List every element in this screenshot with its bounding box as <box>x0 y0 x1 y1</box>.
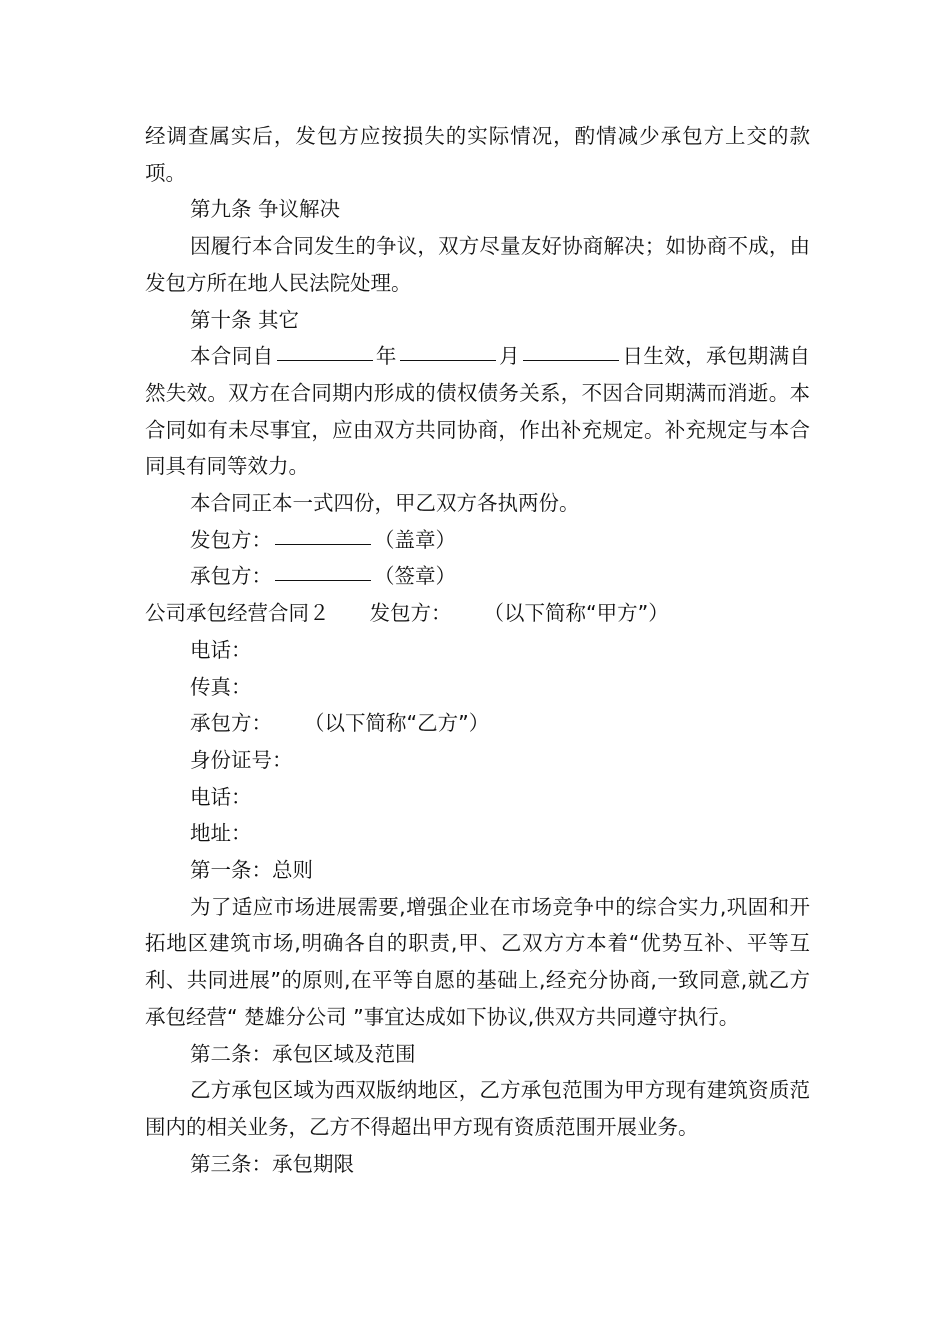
text-span: 年 <box>375 344 397 369</box>
blank-line <box>275 543 371 545</box>
text-span: 承包方： <box>190 564 272 589</box>
text-span: （以下简称“甲方”） <box>483 601 669 626</box>
document-body <box>145 118 810 1182</box>
paragraph: 因履行本合同发生的争议，双方尽量友好协商解决；如协商不成，由发包方所在地人民法院处理。 <box>145 234 810 295</box>
signature-line <box>145 522 810 559</box>
field-line: 电话： <box>190 784 252 809</box>
text-span: 发包方： <box>190 527 272 552</box>
field-line: 传真： <box>190 674 252 699</box>
text-span: 日生效，承包期满自然失效。双方在合同期内形成的债权债务关系，不因合同期满而消逝。本合同如有未尽事宜，应由双方共同协商，作出补充规定。补充规定与本合同具有同等效力。 <box>145 344 811 479</box>
blank-line <box>275 579 371 581</box>
text-span: 本合同自 <box>190 344 274 369</box>
text-span: （签章） <box>374 564 456 589</box>
contract-title-line <box>145 595 810 632</box>
article-heading: 第一条：总则 <box>190 858 313 883</box>
contract-title: 公司承包经营合同２ <box>145 601 330 626</box>
field-line: 身份证号： <box>190 747 293 772</box>
paragraph: 乙方承包区域为西双版纳地区，乙方承包范围为甲方现有建筑资质范围内的相关业务，乙方不得超出甲方现有资质范围开展业务。 <box>145 1078 810 1139</box>
text-span: 承包方： <box>190 711 272 736</box>
text-span: 发包方： <box>369 601 452 626</box>
text-span: （以下简称“乙方”） <box>304 711 490 736</box>
text-span: （盖章） <box>374 527 456 552</box>
blank-line <box>277 359 373 361</box>
paragraph: 为了适应市场进展需要,增强企业在市场竞争中的综合实力,巩固和开拓地区建筑市场,明确各自的职责,甲、乙双方方本着“优势互补、平等互利、共同进展”的原则,在平等自愿的基础上,经充分协商,一致同意,就乙方承包经营“ 楚雄分公司 ”事宜达成如下协议,供双方共同遵守执行。 <box>145 894 810 1029</box>
field-line: 地址： <box>190 821 252 846</box>
signature-line <box>145 558 810 595</box>
paragraph <box>145 338 810 485</box>
text-span: 月 <box>498 344 521 369</box>
article-heading: 第九条 争议解决 <box>190 197 341 222</box>
article-heading: 第三条：承包期限 <box>190 1151 354 1176</box>
article-heading: 第二条：承包区域及范围 <box>190 1041 416 1066</box>
article-heading: 第十条 其它 <box>190 307 300 332</box>
field-line <box>145 705 810 742</box>
blank-line <box>400 359 496 361</box>
paragraph: 本合同正本一式四份，甲乙双方各执两份。 <box>190 491 580 516</box>
paragraph: 经调查属实后，发包方应按损失的实际情况，酌情减少承包方上交的款项。 <box>145 124 810 185</box>
blank-line <box>523 359 619 361</box>
field-line: 电话： <box>190 637 252 662</box>
